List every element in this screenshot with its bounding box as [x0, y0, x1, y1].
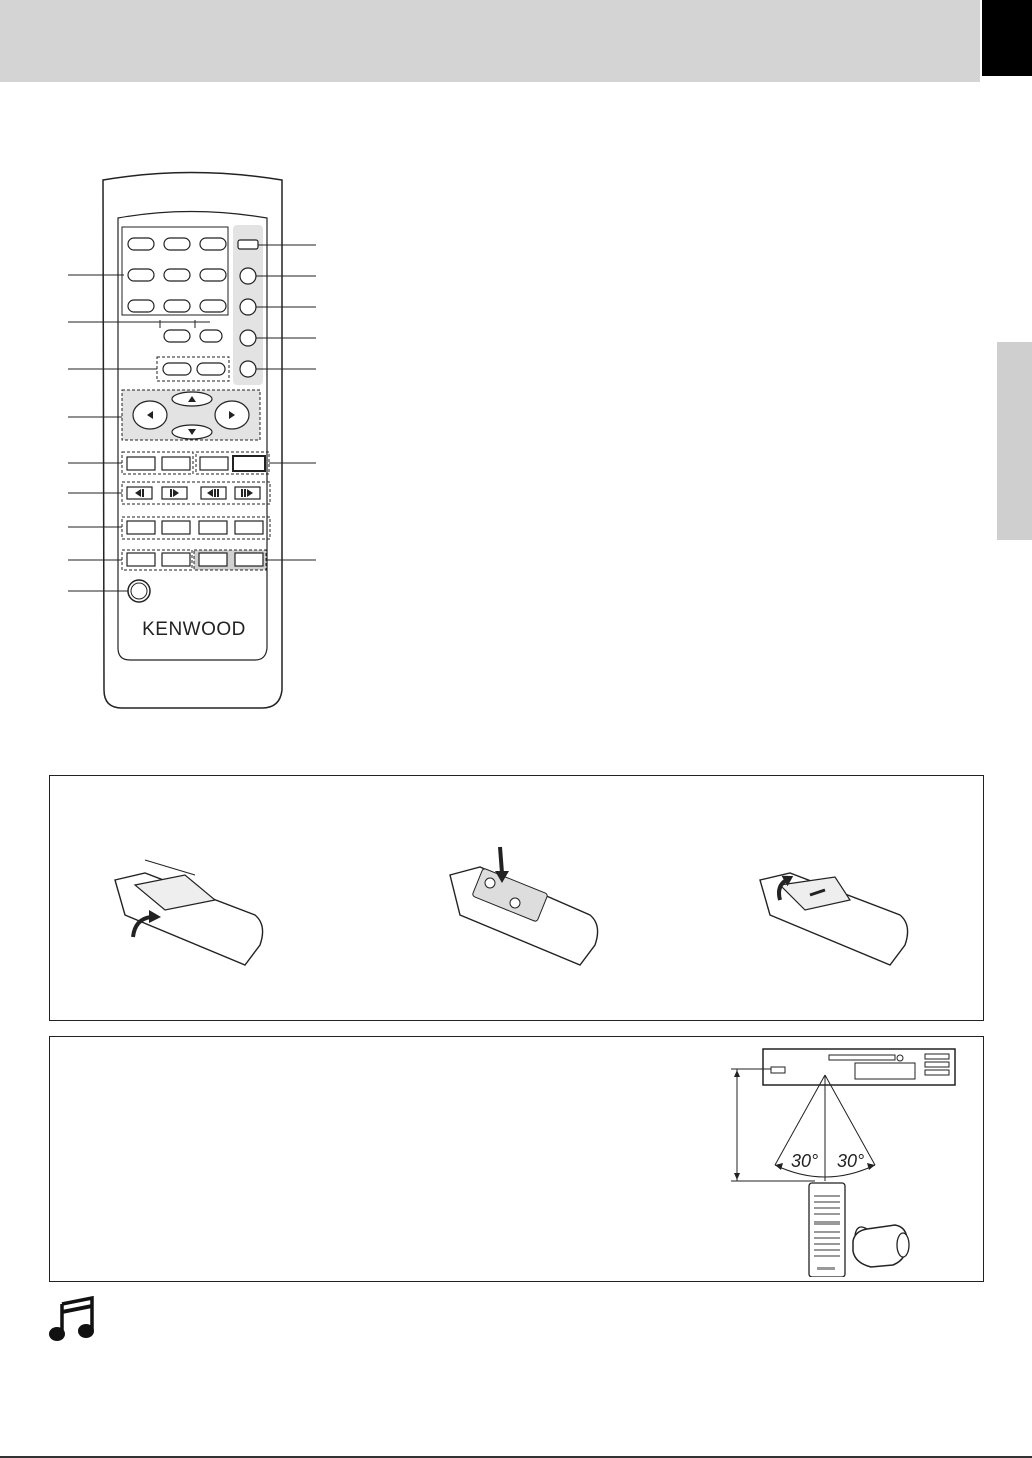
angle-right-label: 30°: [837, 1151, 865, 1171]
side-index-tab: [997, 342, 1032, 540]
music-note-icon: [48, 1296, 94, 1342]
battery-step-2-figure: [440, 845, 610, 975]
brand-logo: KENWOOD: [142, 619, 246, 640]
remote-control-diagram: [0, 160, 330, 720]
angle-left-label: 30°: [791, 1151, 819, 1171]
operating-range-figure: [725, 1045, 965, 1277]
header-tab: [982, 0, 1032, 76]
header-band: [0, 0, 980, 82]
battery-step-1-figure: [105, 855, 275, 975]
battery-step-3-figure: [750, 855, 920, 975]
